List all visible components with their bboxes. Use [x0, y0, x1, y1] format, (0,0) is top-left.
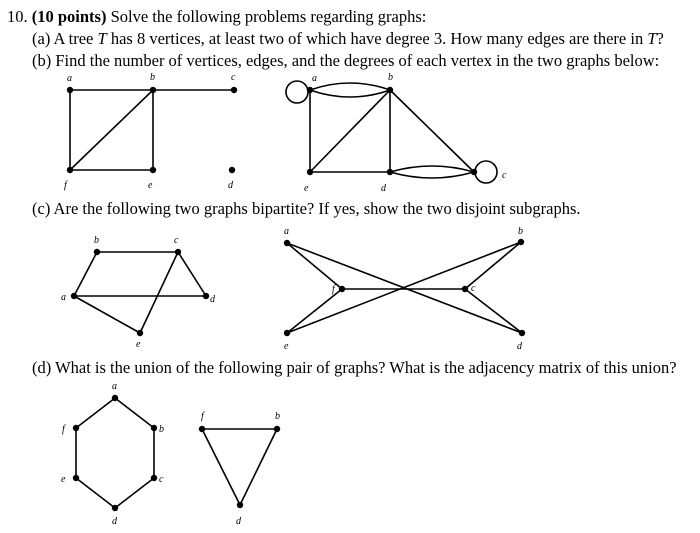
- graph-c2: [284, 226, 525, 352]
- vertex-c: [462, 286, 468, 292]
- part-b: (b) Find the number of vertices, edges, and the degrees of each vertex in the two graphs below:: [32, 51, 660, 70]
- part-a-var-t2: T: [647, 29, 657, 48]
- label-a: a: [312, 73, 317, 84]
- vertex-b: [274, 426, 280, 432]
- part-a-var-t: T: [97, 29, 107, 48]
- loop-a: [286, 81, 308, 103]
- graph-b2: [286, 72, 507, 194]
- vertex-e: [150, 167, 156, 173]
- problem-number: 10.: [7, 7, 28, 26]
- graph-d2: [199, 411, 280, 527]
- problem-intro: Solve the following problems regarding graphs:: [110, 7, 427, 26]
- vertex-d: [237, 502, 243, 508]
- part-a-prefix: (a) A tree: [32, 29, 98, 48]
- label-e: e: [148, 180, 153, 191]
- vertex-b: [151, 425, 157, 431]
- vertex-a: [112, 395, 118, 401]
- label-c: c: [471, 283, 476, 294]
- vertex-b: [387, 87, 393, 93]
- edge-b-a: [74, 252, 97, 296]
- label-d: d: [228, 180, 233, 191]
- edge-c-d: [465, 289, 522, 333]
- problem-points: (10 points): [31, 7, 107, 26]
- graph-b1: [64, 72, 237, 191]
- edge-a-e: [74, 296, 140, 333]
- label-f: f: [201, 411, 204, 422]
- label-c: c: [502, 170, 507, 181]
- edge-c-d: [178, 252, 206, 296]
- part-a-middle: has 8 vertices, at least two of which have degree 3. How many edges are there in: [106, 29, 648, 48]
- edge-e-b: [310, 90, 390, 172]
- label-b: b: [159, 424, 164, 435]
- edge-b-c: [465, 242, 521, 289]
- label-e: e: [284, 341, 289, 352]
- label-d: d: [210, 294, 215, 305]
- vertex-f: [73, 425, 79, 431]
- edge-f-e: [287, 289, 342, 333]
- edge-a-b-2: [310, 90, 390, 97]
- edge-d-c-2: [390, 172, 474, 178]
- vertex-c: [151, 475, 157, 481]
- label-b: b: [150, 72, 155, 83]
- part-a-suffix: ?: [656, 29, 664, 48]
- vertex-e: [137, 330, 143, 336]
- label-f: f: [62, 424, 65, 435]
- label-a: a: [284, 226, 289, 237]
- label-e: e: [304, 183, 309, 194]
- edge-c-e: [140, 252, 178, 333]
- triangle-cycle: [202, 429, 277, 505]
- vertex-b: [94, 249, 100, 255]
- label-c: c: [174, 235, 179, 246]
- label-a: a: [61, 292, 66, 303]
- vertex-e: [73, 475, 79, 481]
- vertex-d: [387, 169, 393, 175]
- part-d: (d) What is the union of the following pair of graphs? What is the adjacency matrix of this union?: [32, 358, 677, 377]
- label-d: d: [112, 516, 117, 527]
- label-a: a: [112, 381, 117, 392]
- part-c: (c) Are the following two graphs bipartite? If yes, show the two disjoint subgraphs.: [32, 199, 581, 218]
- vertex-a: [71, 293, 77, 299]
- graph-d1: [61, 381, 164, 527]
- label-d: d: [381, 183, 386, 194]
- vertex-e: [307, 169, 313, 175]
- label-e: e: [61, 474, 66, 485]
- label-b: b: [94, 235, 99, 246]
- vertex-e: [284, 330, 290, 336]
- label-e: e: [136, 339, 141, 350]
- hexagon-cycle: [76, 398, 154, 508]
- label-d: d: [517, 341, 522, 352]
- label-d: d: [236, 516, 241, 527]
- vertex-f: [199, 426, 205, 432]
- vertex-a: [284, 240, 290, 246]
- vertex-c: [471, 169, 477, 175]
- vertex-a: [307, 87, 313, 93]
- vertex-c: [231, 87, 237, 93]
- label-b: b: [275, 411, 280, 422]
- edge-b-c: [390, 90, 474, 172]
- vertex-b: [518, 239, 524, 245]
- vertex-f: [339, 286, 345, 292]
- label-c: c: [159, 474, 164, 485]
- edge-a-f: [287, 243, 342, 289]
- edge-d-c-1: [390, 166, 474, 172]
- edge-f-b: [70, 90, 153, 170]
- loop-c: [475, 161, 497, 183]
- vertex-d: [203, 293, 209, 299]
- vertex-d: [519, 330, 525, 336]
- vertex-f: [67, 167, 73, 173]
- label-b: b: [388, 72, 393, 83]
- label-f: f: [64, 180, 67, 191]
- vertex-a: [67, 87, 73, 93]
- label-c: c: [231, 72, 236, 83]
- graph-c1: [61, 235, 216, 350]
- label-b: b: [518, 226, 523, 237]
- edge-a-b-1: [310, 83, 390, 90]
- vertex-c: [175, 249, 181, 255]
- vertex-b: [150, 87, 156, 93]
- label-a: a: [67, 73, 72, 84]
- vertex-d: [112, 505, 118, 511]
- vertex-d: [229, 167, 235, 173]
- label-f: f: [332, 284, 335, 295]
